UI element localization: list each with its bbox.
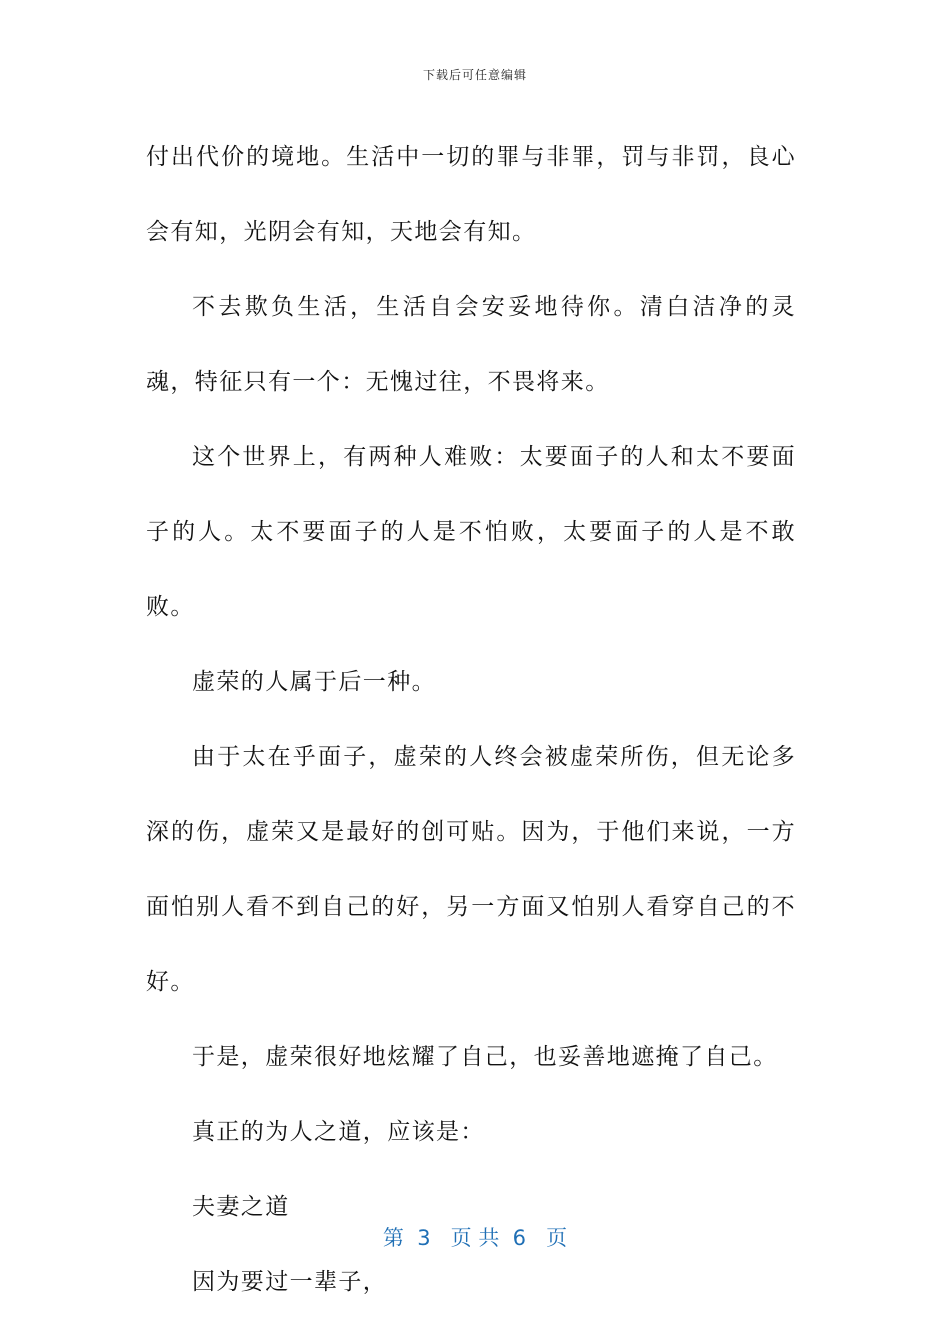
paragraph-8: 夫妻之道 (192, 1194, 290, 1220)
paragraph-5: 由于太在乎面子，虚荣的人终会被虚荣所伤，但无论多深的伤，虚荣又是最好的创可贴。因为，于他们来说，一方面怕别人看不到自己的好，另一方面又怕别人看穿自己的不好。 (146, 744, 796, 995)
paragraph-9: 因为要过一辈子， (192, 1269, 388, 1295)
paragraph-6: 于是，虚荣很好地炫耀了自己，也妥善地遮掩了自己。 (192, 1044, 778, 1070)
paragraph-2: 不去欺负生活，生活自会安妥地待你。清白洁净的灵魂，特征只有一个：无愧过往，不畏将来。 (146, 294, 796, 395)
header-note: 下载后可任意编辑 (422, 68, 527, 82)
paragraph-3: 这个世界上，有两种人难败：太要面子的人和太不要面子的人。太不要面子的人是不怕败，太要面子的人是不敢败。 (146, 444, 796, 620)
paragraph-4: 虚荣的人属于后一种。 (192, 669, 436, 695)
paragraph-7: 真正的为人之道，应该是： (192, 1119, 485, 1145)
page-number-footer: 第 3 页 共 6 页 (382, 1226, 568, 1250)
body-text (146, 120, 796, 1320)
paragraph-1: 付出代价的境地。生活中一切的罪与非罪，罚与非罚，良心会有知，光阴会有知，天地会有知。 (146, 144, 796, 245)
